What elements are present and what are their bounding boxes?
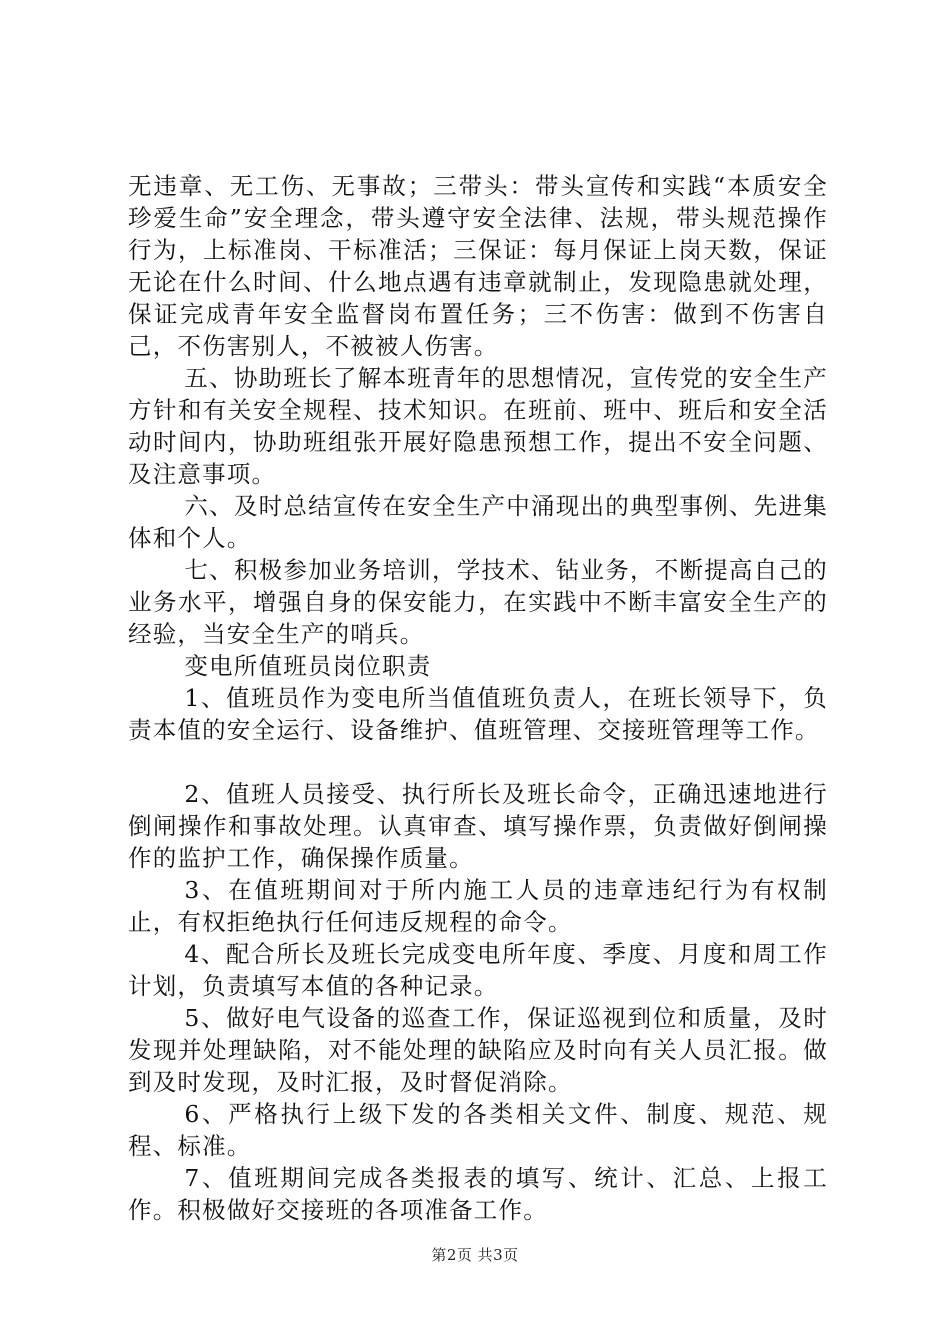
paragraph-item-6: 六、及时总结宣传在安全生产中涌现出的典型事例、先进集体和个人。 — [128, 492, 828, 552]
duty-item-2: 2、值班人员接受、执行所长及班长命令，正确迅速地进行倒闸操作和事故处理。认真审查、填写操作票，负责做好倒闸操作的监护工作，确保操作质量。 — [128, 780, 828, 872]
document-body — [128, 170, 828, 1226]
duty-item-4: 4、配合所长及班长完成变电所年度、季度、月度和周工作计划，负责填写本值的各种记录。 — [128, 940, 828, 1000]
paragraph-continuation: 无违章、无工伤、无事故；三带头：带头宣传和实践“本质安全珍爱生命”安全理念，带头遵守安全法律、法规，带头规范操作行为，上标准岗、干标准活；三保证：每月保证上岗天数，保证无论在什么时间、什么地点遇有违章就制止，发现隐患就处理，保证完成青年安全监督岗布置任务；三不伤害：做到不伤害自己，不伤害别人，不被被人伤害。 — [128, 172, 828, 360]
duty-item-5: 5、做好电气设备的巡查工作，保证巡视到位和质量，及时发现并处理缺陷，对不能处理的缺陷应及时向有关人员汇报。做到及时发现，及时汇报，及时督促消除。 — [128, 1004, 828, 1096]
duty-item-1: 1、值班员作为变电所当值值班负责人，在班长领导下，负责本值的安全运行、设备维护、值班管理、交接班管理等工作。 — [128, 684, 828, 744]
duty-item-6: 6、严格执行上级下发的各类相关文件、制度、规范、规程、标准。 — [128, 1100, 828, 1160]
duty-item-7: 7、值班期间完成各类报表的填写、统计、汇总、上报工作。积极做好交接班的各项准备工作。 — [128, 1164, 828, 1224]
duty-item-3: 3、在值班期间对于所内施工人员的违章违纪行为有权制止，有权拒绝执行任何违反规程的命令。 — [128, 876, 828, 936]
blank-line — [128, 746, 828, 778]
section-heading: 变电所值班员岗位职责 — [184, 652, 432, 680]
page-number-footer: 第2页 共3页 — [431, 1246, 519, 1264]
paragraph-item-5: 五、协助班长了解本班青年的思想情况，宣传党的安全生产方针和有关安全规程、技术知识。在班前、班中、班后和安全活动时间内，协助班组张开展好隐患预想工作，提出不安全问题、及注意事项。 — [128, 364, 828, 488]
paragraph-item-7: 七、积极参加业务培训，学技术、钻业务，不断提高自己的业务水平，增强自身的保安能力，在实践中不断丰富安全生产的经验，当安全生产的哨兵。 — [128, 556, 828, 648]
